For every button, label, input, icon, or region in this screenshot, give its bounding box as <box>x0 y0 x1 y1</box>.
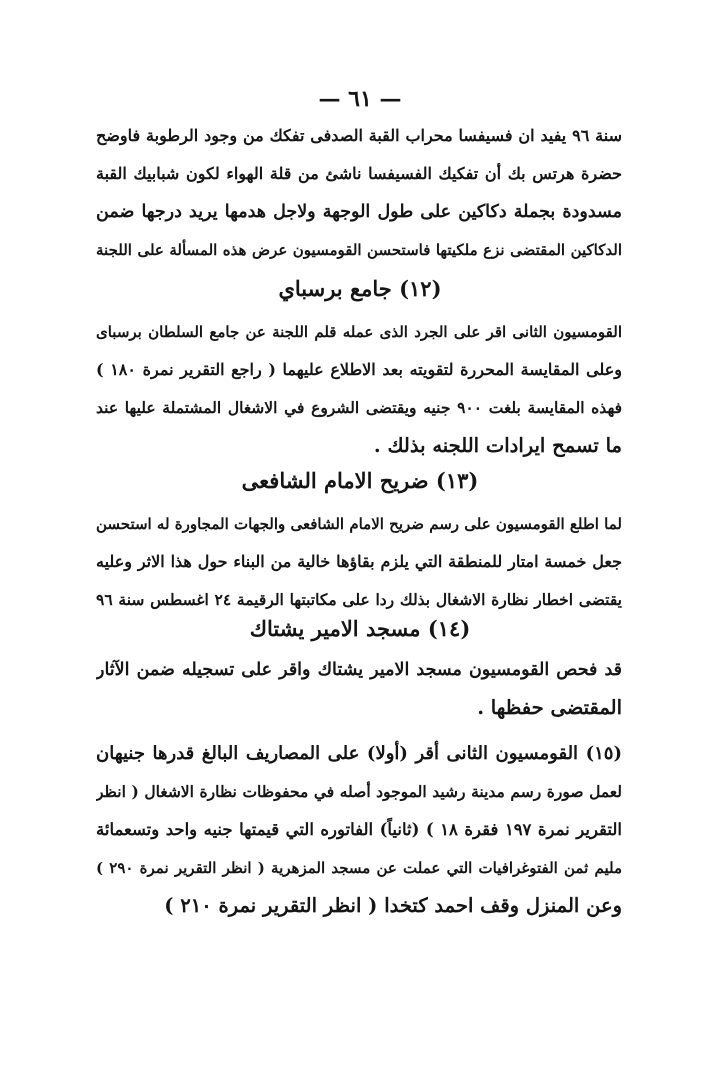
section-12-line: وعلى المقايسة المحررة لتقويته بعد الاطلاع عليهما ( راجع التقرير نمرة ١٨٠ ) <box>96 360 622 379</box>
section-14-line: قد فحص القومسيون مسجد الامير يشتاك واقر على تسجيله ضمن الآثار <box>96 660 622 680</box>
paragraph-1-line: حضرة هرتس بك أن تفكيك الفسيفسا ناشئ من قلة الهواء لكون شبابيك القبة <box>96 164 622 183</box>
section-12-heading: (١٢) جامع برسباي <box>278 276 442 301</box>
paragraph-1-line: الدكاكين المقتضى نزع ملكيتها فاستحسن القومسيون عرض هذه المسألة على اللجنة <box>96 241 622 259</box>
section-12-body <box>96 313 622 465</box>
paragraph-1-line: مسدودة بجملة دكاكين على طول الوجهة ولاجل هدمها يريد درجها ضمن <box>96 202 622 222</box>
section-12-line: القومسيون الثانى اقر على الجرد الذى عمله قلم اللجنة عن جامع السلطان برسباى <box>96 323 622 341</box>
section-13-body <box>96 505 622 619</box>
section-15-line: التقرير نمرة ١٩٧ فقرة ١٨ ) (ثانياً) الفاتوره التي قيمتها جنيه واحد وتسعمائة <box>96 820 622 839</box>
section-15-line: مليم ثمن الفتوغرافيات التي عملت عن مسجد المزهرية ( انظر التقرير نمرة ٢٩٠ ) <box>96 859 622 877</box>
page-number: — ٦١ — <box>318 86 402 112</box>
section-14-line: المقتضى حفظها . <box>477 696 622 719</box>
section-13-heading: (١٣) ضريح الامام الشافعى <box>241 468 479 493</box>
section-13-line: لما اطلع القومسيون على رسم ضريح الامام الشافعى والجهات المجاورة له استحسن <box>96 515 622 533</box>
section-15-body <box>96 735 622 925</box>
paragraph-1-line: سنة ٩٦ يفيد ان فسيفسا محراب القبة الصدفى تفكك من وجود الرطوبة فاوضح <box>96 126 622 145</box>
section-15-line: وعن المنزل وقف احمد كتخدا ( انظر التقرير نمرة ٢١٠ ) <box>164 894 622 917</box>
section-13-line: يقتضى اخطار نظارة الاشغال بذلك ردا على مكاتبتها الرقيمة ٢٤ اغسطس سنة ٩٦ <box>96 590 622 609</box>
section-14-heading: (١٤) مسجد الامير يشتاك <box>249 616 471 641</box>
section-13-line: جعل خمسة امتار للمنطقة التي يلزم بقاؤها خالية من البناء حول هذا الاثر وعليه <box>96 552 622 571</box>
paragraph-1 <box>96 117 622 269</box>
section-14-body <box>96 651 622 727</box>
section-15-line: (١٥) القومسيون الثانى أقر (أولا) على المصاريف البالغ قدرها جنيهان <box>96 743 622 764</box>
section-12-line: ما تسمح ايرادات اللجنه بذلك . <box>373 434 622 457</box>
section-12-line: فهذه المقايسة بلغت ٩٠٠ جنيه ويقتضى الشروع في الاشغال المشتملة عليها عند <box>96 398 622 417</box>
section-15-line: لعمل صورة رسم مدينة رشيد الموجود أصله في محفوظات نظارة الاشغال ( انظر <box>96 782 622 801</box>
